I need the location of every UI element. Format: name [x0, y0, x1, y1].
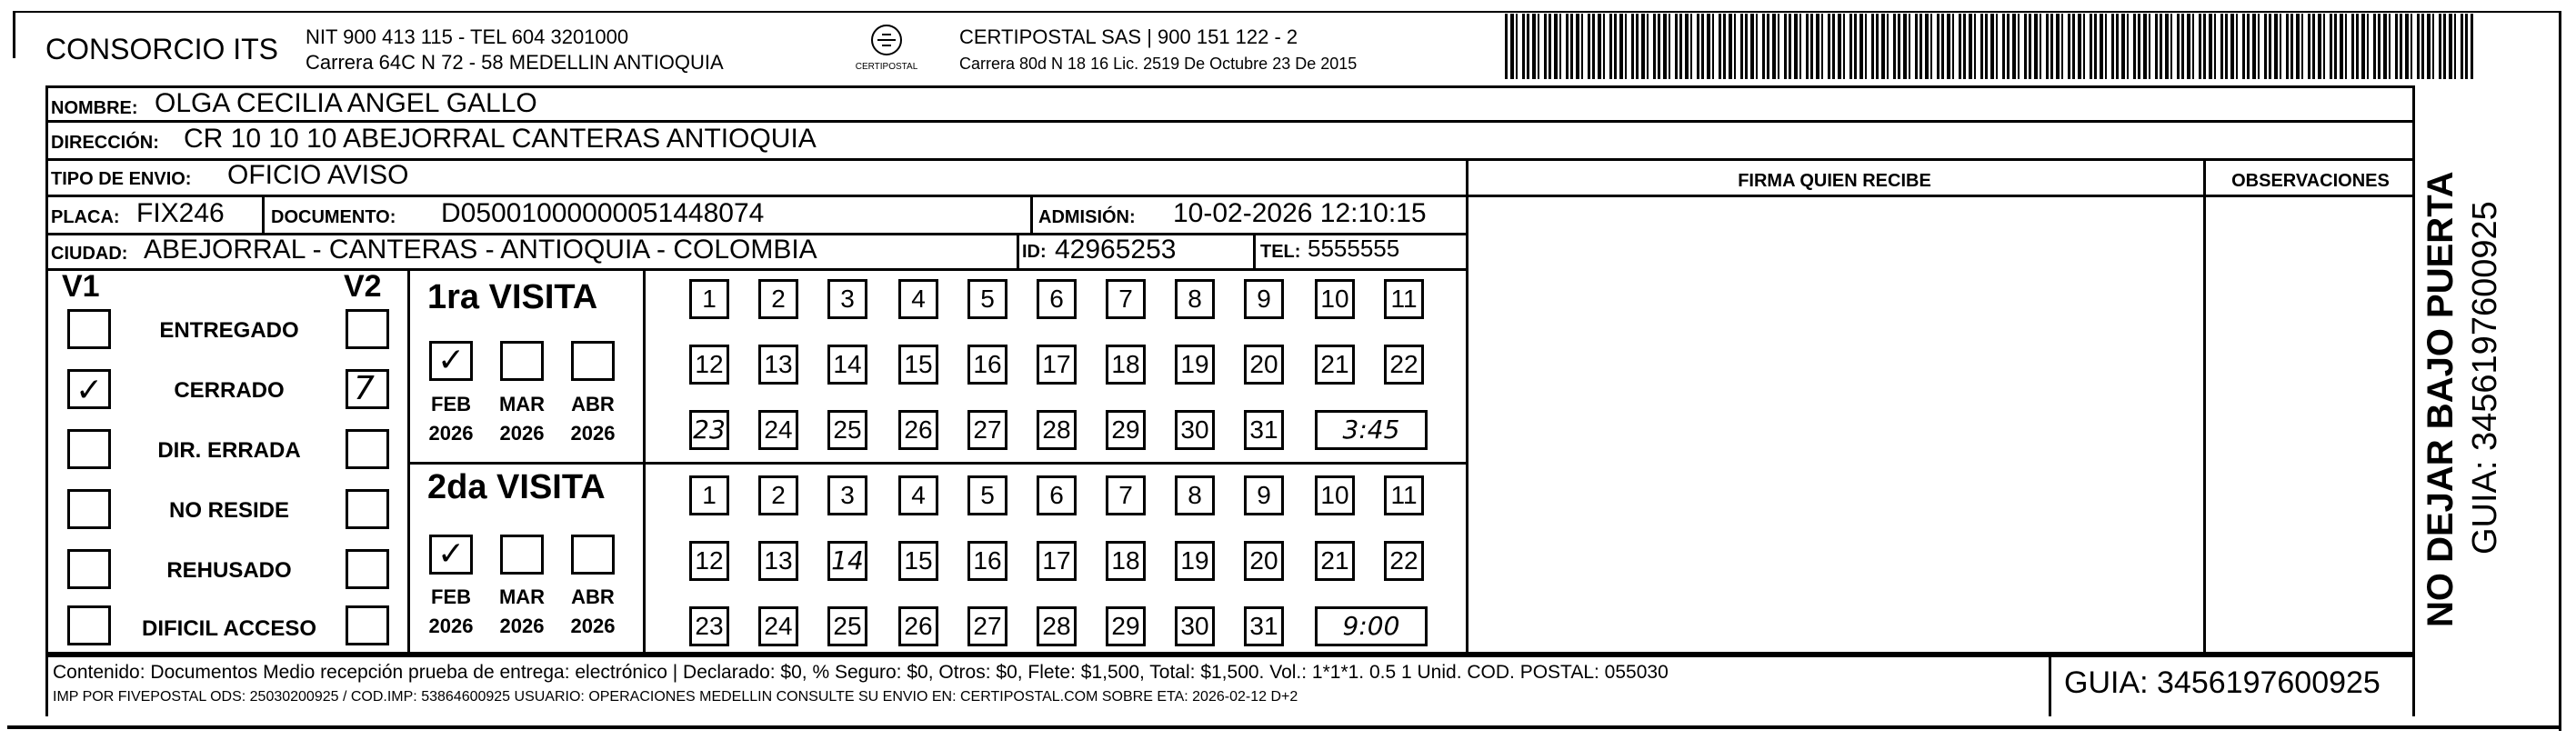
visit-1-time-box[interactable]: 3:45 — [1315, 410, 1428, 450]
v1-rehusado-checkbox[interactable] — [67, 549, 111, 589]
visit-1-day-box[interactable]: 2 — [758, 279, 798, 319]
status-rehusado: REHUSADO — [166, 558, 292, 583]
visit-1-day-box[interactable]: 3 — [827, 279, 867, 319]
visit-1-year: 2026 — [570, 422, 616, 445]
divider — [1466, 195, 2415, 197]
visit-2-day-box[interactable]: 3 — [827, 475, 867, 515]
visit-1-day-box[interactable]: 13 — [758, 345, 798, 385]
visit-2-month-mar: MAR — [498, 585, 546, 608]
visit-1-day-box[interactable]: 24 — [758, 410, 798, 450]
status-dificil-acceso: DIFICIL ACCESO — [141, 616, 316, 641]
visit-2-year: 2026 — [428, 615, 474, 637]
divider — [1017, 233, 1019, 268]
barcode — [1505, 14, 2473, 79]
visit-2-day-box[interactable]: 16 — [967, 541, 1007, 581]
observaciones-label: OBSERVACIONES — [2231, 171, 2390, 191]
visit-2-mar-checkbox[interactable] — [500, 535, 544, 575]
visit-2-day-box[interactable]: 7 — [1106, 475, 1146, 515]
visit-2-year: 2026 — [570, 615, 616, 637]
v1-cerrado-checkbox[interactable]: ✓ — [67, 369, 111, 409]
visit-2-day-box[interactable]: 31 — [1244, 606, 1284, 646]
direccion-value: CR 10 10 10 ABEJORRAL CANTERAS ANTIOQUIA — [184, 124, 817, 154]
company-address: Carrera 64C N 72 - 58 MEDELLIN ANTIOQUIA — [306, 51, 724, 74]
v2-label: V2 — [344, 269, 382, 304]
nombre-label: NOMBRE: — [51, 98, 138, 118]
visit-1-day-box[interactable]: 9 — [1244, 279, 1284, 319]
divider — [45, 655, 2415, 657]
visit-1-day-box[interactable]: 4 — [898, 279, 938, 319]
visit-1-mar-checkbox[interactable] — [500, 341, 544, 381]
v1-no-reside-checkbox[interactable] — [67, 489, 111, 529]
visit-2-day-box[interactable]: 9 — [1244, 475, 1284, 515]
frame-left-edge — [13, 11, 15, 58]
visit-2-year: 2026 — [499, 615, 545, 637]
visit-1-day-box[interactable]: 19 — [1175, 345, 1215, 385]
id-value: 42965253 — [1055, 235, 1177, 265]
visit-1-day-box[interactable]: 17 — [1037, 345, 1077, 385]
ciudad-label: CIUDAD: — [51, 244, 128, 264]
visit-1-day-box[interactable]: 8 — [1175, 279, 1215, 319]
visit-1-month-mar: MAR — [498, 393, 546, 415]
tipo-label: TIPO DE ENVIO: — [51, 169, 192, 189]
v2-entregado-checkbox[interactable] — [346, 309, 389, 349]
visit-1-day-box[interactable]: 12 — [689, 345, 729, 385]
firma-label: FIRMA QUIEN RECIBE — [1738, 171, 1931, 191]
visit-2-day-box[interactable]: 23 — [689, 606, 729, 646]
divider — [45, 268, 1468, 271]
tel-value: 5555555 — [1308, 235, 1400, 262]
visit-2-day-box[interactable]: 14 — [827, 541, 867, 581]
visit-1-month-feb: FEB — [431, 393, 471, 415]
documento-label: DOCUMENTO: — [271, 207, 396, 227]
visit-1-day-box[interactable]: 22 — [1384, 345, 1424, 385]
visit-2-feb-checkbox[interactable]: ✓ — [429, 535, 473, 575]
divider — [1030, 195, 1033, 233]
visit-2-day-box[interactable]: 27 — [967, 606, 1007, 646]
divider — [45, 195, 1468, 197]
company-name: CONSORCIO ITS — [45, 33, 279, 65]
frame-bottom-edge — [7, 725, 2559, 729]
v2-no-reside-checkbox[interactable] — [346, 489, 389, 529]
visit-1-day-box[interactable]: 15 — [898, 345, 938, 385]
divider — [1253, 233, 1256, 268]
visit-2-day-box[interactable]: 18 — [1106, 541, 1146, 581]
visit-1-day-box[interactable]: 28 — [1037, 410, 1077, 450]
visit-2-day-box[interactable]: 30 — [1175, 606, 1215, 646]
visit-2-day-box[interactable]: 8 — [1175, 475, 1215, 515]
divider — [2049, 655, 2051, 716]
visit-1-day-box[interactable]: 14 — [827, 345, 867, 385]
visit-2-day-box[interactable]: 10 — [1315, 475, 1355, 515]
visit-1-day-box[interactable]: 10 — [1315, 279, 1355, 319]
footer-imp: IMP POR FIVEPOSTAL ODS: 25030200925 / COD.IMP: 53864600925 USUARIO: OPERACIONES MEDELLIN CONSULTE SU ENVIO EN: CERTIPOSTAL.COM SOBRE ETA: 2026-02-12 D+2 — [53, 689, 1298, 705]
admision-label: ADMISIÓN: — [1038, 207, 1136, 227]
visit-2-day-box[interactable]: 17 — [1037, 541, 1077, 581]
footer-guia: GUIA: 3456197600925 — [2064, 665, 2381, 700]
visit-2-day-box[interactable]: 4 — [898, 475, 938, 515]
direccion-label: DIRECCIÓN: — [51, 133, 159, 153]
status-dir-errada: DIR. ERRADA — [157, 438, 301, 463]
side-guia: GUIA: 3456197600925 — [2466, 201, 2504, 555]
admision-value: 10-02-2026 12:10:15 — [1173, 198, 1427, 228]
visit-1-month-abr: ABR — [571, 393, 615, 415]
visit-2-day-box[interactable]: 24 — [758, 606, 798, 646]
divider — [1466, 158, 1468, 655]
visit-2-day-box[interactable]: 12 — [689, 541, 729, 581]
visit-2-abr-checkbox[interactable] — [571, 535, 615, 575]
visit-1-day-box[interactable]: 26 — [898, 410, 938, 450]
visit-1-day-box[interactable]: 11 — [1384, 279, 1424, 319]
divider — [45, 120, 2415, 123]
divider — [407, 462, 1468, 465]
visit-2-day-box[interactable]: 19 — [1175, 541, 1215, 581]
visit-1-day-box[interactable]: 21 — [1315, 345, 1355, 385]
visit-1-day-box[interactable]: 29 — [1106, 410, 1146, 450]
side-warning: NO DEJAR BAJO PUERTA — [2421, 171, 2461, 627]
status-entregado: ENTREGADO — [159, 318, 299, 343]
visit-2-day-box[interactable]: 5 — [967, 475, 1007, 515]
id-label: ID: — [1022, 242, 1047, 262]
visit-2-day-box[interactable]: 25 — [827, 606, 867, 646]
placa-value: FIX246 — [136, 198, 225, 228]
visit-1-day-box[interactable]: 18 — [1106, 345, 1146, 385]
visit-1-day-box[interactable]: 6 — [1037, 279, 1077, 319]
visit-2-day-box[interactable]: 28 — [1037, 606, 1077, 646]
placa-label: PLACA: — [51, 207, 120, 227]
visit-1-title: 1ra VISITA — [427, 278, 598, 316]
v1-entregado-checkbox[interactable] — [67, 309, 111, 349]
v2-dir-errada-checkbox[interactable] — [346, 429, 389, 469]
visit-2-day-box[interactable]: 21 — [1315, 541, 1355, 581]
visit-1-year: 2026 — [499, 422, 545, 445]
visit-1-year: 2026 — [428, 422, 474, 445]
divider — [262, 195, 265, 233]
visit-1-day-box[interactable]: 7 — [1106, 279, 1146, 319]
company-nit-tel: NIT 900 413 115 - TEL 604 3201000 — [306, 25, 629, 48]
visit-1-day-box[interactable]: 16 — [967, 345, 1007, 385]
visit-2-month-abr: ABR — [571, 585, 615, 608]
divider — [2412, 655, 2415, 716]
visit-1-day-box[interactable]: 27 — [967, 410, 1007, 450]
ciudad-value: ABEJORRAL - CANTERAS - ANTIOQUIA - COLOMBIA — [144, 235, 817, 265]
visit-2-day-box[interactable]: 11 — [1384, 475, 1424, 515]
visit-2-day-box[interactable]: 22 — [1384, 541, 1424, 581]
visit-2-day-box[interactable]: 1 — [689, 475, 729, 515]
visit-1-day-box[interactable]: 1 — [689, 279, 729, 319]
v1-label: V1 — [62, 269, 100, 304]
visit-1-day-box[interactable]: 23 — [689, 410, 729, 450]
carrier-license: Carrera 80d N 18 16 Lic. 2519 De Octubre 23 De 2015 — [959, 55, 1358, 73]
v2-rehusado-checkbox[interactable] — [346, 549, 389, 589]
svg-text:CERTIPOSTAL: CERTIPOSTAL — [855, 62, 918, 72]
tel-label: TEL: — [1260, 242, 1301, 262]
visit-1-day-box[interactable]: 5 — [967, 279, 1007, 319]
visit-2-day-box[interactable]: 26 — [898, 606, 938, 646]
visit-2-day-box[interactable]: 29 — [1106, 606, 1146, 646]
visit-2-time-box[interactable]: 9:00 — [1315, 606, 1428, 646]
visit-2-day-box[interactable]: 6 — [1037, 475, 1077, 515]
v2-dificil-acceso-checkbox[interactable] — [346, 605, 389, 645]
divider — [45, 655, 48, 716]
v2-cerrado-checkbox[interactable]: 7 — [346, 369, 389, 409]
v1-dificil-acceso-checkbox[interactable] — [67, 605, 111, 645]
status-no-reside: NO RESIDE — [168, 498, 290, 523]
visit-1-feb-checkbox[interactable]: ✓ — [429, 341, 473, 381]
documento-value: D05001000000051448074 — [441, 198, 765, 228]
visit-2-day-box[interactable]: 20 — [1244, 541, 1284, 581]
tipo-value: OFICIO AVISO — [227, 160, 409, 190]
visit-2-day-box[interactable]: 13 — [758, 541, 798, 581]
carrier-name: CERTIPOSTAL SAS | 900 151 122 - 2 — [959, 25, 1298, 48]
visit-2-month-feb: FEB — [431, 585, 471, 608]
visit-1-day-box[interactable]: 30 — [1175, 410, 1215, 450]
visit-1-day-box[interactable]: 25 — [827, 410, 867, 450]
visit-1-day-box[interactable]: 31 — [1244, 410, 1284, 450]
visit-2-day-box[interactable]: 15 — [898, 541, 938, 581]
footer-contenido: Contenido: Documentos Medio recepción prueba de entrega: electrónico | Declarado: $0, % Seguro: $0, Otros: $0, Flete: $1,500, Total: $1,500. Vol.: 1*1*1. 0.5 1 Unid. COD. POSTAL: 055030 — [53, 662, 1669, 683]
v1-dir-errada-checkbox[interactable] — [67, 429, 111, 469]
visit-1-day-box[interactable]: 20 — [1244, 345, 1284, 385]
status-cerrado: CERRADO — [174, 378, 285, 403]
divider — [2203, 158, 2206, 655]
certipostal-logo — [846, 18, 927, 73]
nombre-value: OLGA CECILIA ANGEL GALLO — [155, 88, 537, 118]
visit-2-title: 2da VISITA — [427, 468, 606, 506]
visit-2-day-box[interactable]: 2 — [758, 475, 798, 515]
visit-1-abr-checkbox[interactable] — [571, 341, 615, 381]
